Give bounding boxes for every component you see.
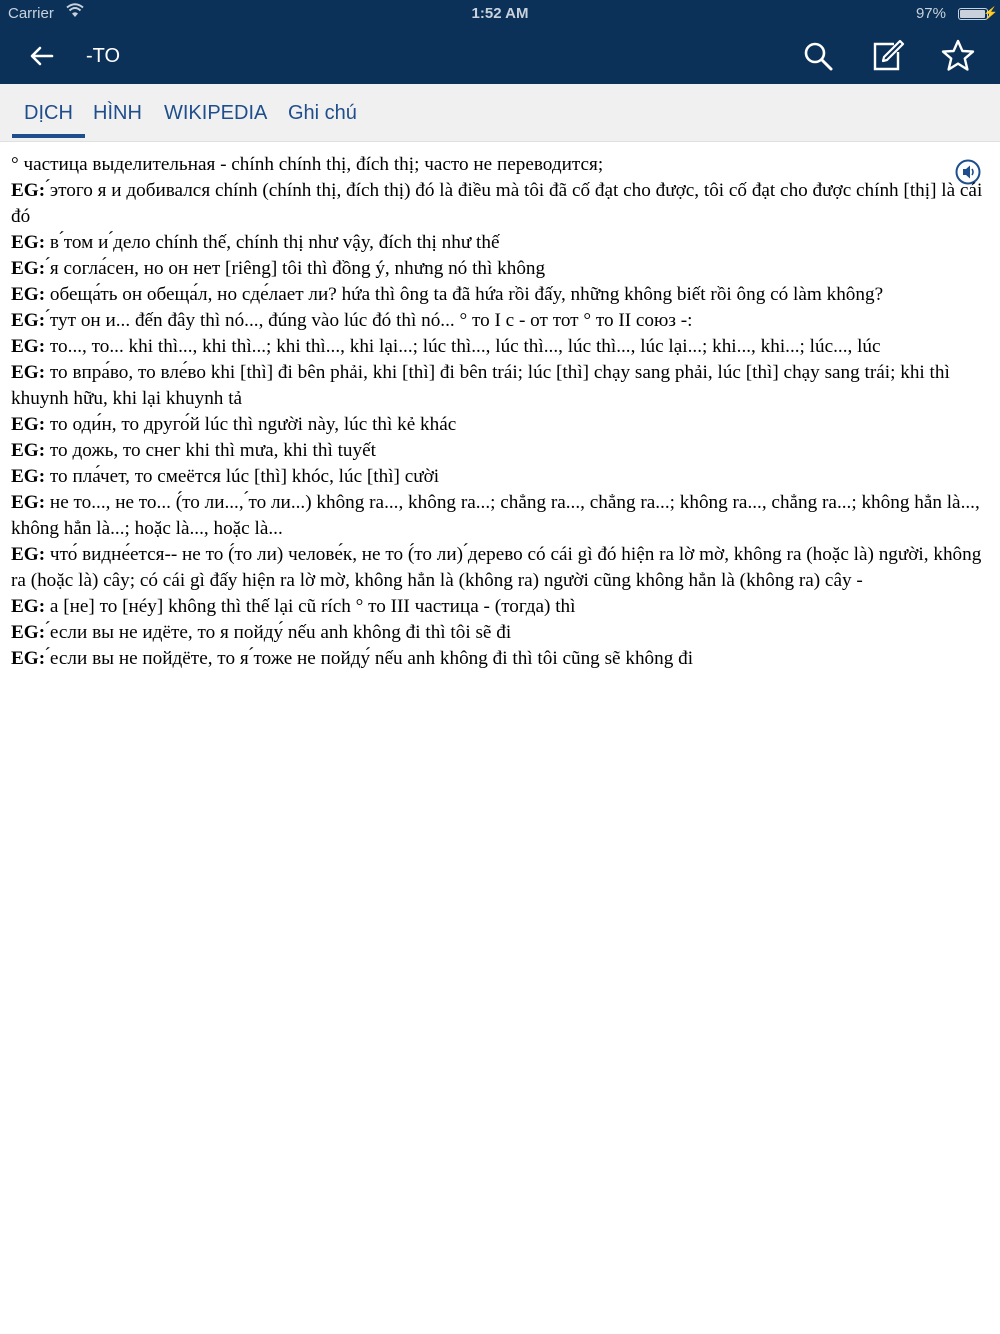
example-line xyxy=(11,542,986,594)
example-text: ́если вы не идёте, то я пойду́ nếu anh không đi thì tôi sẽ đi xyxy=(49,622,512,643)
example-text: что́ видне́ется-- не то (́то ли) челове́к, не то (́то ли) ́дерево có cái gì đó hiện ra lờ mờ, không ra (hoặc là) người, không ra (hoặc là) cây; có cái gì đấy hiện ra lờ mờ, không hẳn là (không ra) người cũng không hẳn là (không ra) cây - xyxy=(11,544,982,591)
example-line xyxy=(11,256,986,282)
example-line xyxy=(11,360,986,412)
example-prefix: EG: xyxy=(11,180,46,201)
battery-percent: 97% xyxy=(915,5,946,22)
example-text: в ́том и ́дело chính thế, chính thị như vậy, đích thị như thế xyxy=(49,232,500,253)
translation-content xyxy=(11,152,986,672)
example-prefix: EG: xyxy=(11,284,46,305)
edit-icon[interactable] xyxy=(870,38,906,74)
charging-bolt-icon: ⚡ xyxy=(983,6,998,20)
example-text: ́этого я и добивался chính (chính thị, đích thị) đó là điều mà tôi đã cố đạt cho được, tôi cố đạt cho được chính [thị] là cái đó xyxy=(11,180,983,227)
example-prefix: EG: xyxy=(11,544,46,565)
example-text: обеща́ть он обеща́л, но сде́лает ли? hứa thì ông ta đã hứa rồi đấy, những không biết rồi ông có làm không? xyxy=(49,284,884,305)
example-prefix: EG: xyxy=(11,258,46,279)
example-line xyxy=(11,334,986,360)
example-text: ́тут он и... đến đây thì nó..., đúng vào lúc đó thì nó... ° то I с - от тот ° то II союз -: xyxy=(49,310,693,331)
example-prefix: EG: xyxy=(11,310,46,331)
example-prefix: EG: xyxy=(11,492,46,513)
status-time: 1:52 AM xyxy=(471,5,529,22)
example-line xyxy=(11,490,986,542)
example-line xyxy=(11,230,986,256)
example-text: ́если вы не пойдёте, то я ́тоже не пойду́ nếu anh không đi thì tôi cũng sẽ không đi xyxy=(49,648,694,669)
example-prefix: EG: xyxy=(11,440,46,461)
tab-dich[interactable]: DỊCH xyxy=(24,102,73,124)
example-prefix: EG: xyxy=(11,622,46,643)
tab-bar xyxy=(0,84,1000,142)
example-text: ́я согла́сен, но он нет [riêng] tôi thì đồng ý, nhưng nó thì không xyxy=(49,258,546,279)
tab-hinh[interactable]: HÌNH xyxy=(93,102,142,124)
example-line xyxy=(11,620,986,646)
definition-text: ° частица выделительная - chính chính thị, đích thị; часто не переводится; xyxy=(11,154,604,175)
carrier-label: Carrier xyxy=(8,5,54,22)
star-icon[interactable] xyxy=(940,38,976,74)
example-line xyxy=(11,438,986,464)
search-icon[interactable] xyxy=(800,38,836,74)
tab-wikipedia[interactable]: WIKIPEDIA xyxy=(164,102,268,124)
example-text: не то..., не то... (́то ли..., ́то ли...) không ra..., không ra...; chẳng ra..., chẳng ra...; không ra..., chẳng ra...; không hẳn là..., không hẳn là...; hoặc là..., hoặc là... xyxy=(11,492,980,539)
page-title: -TO xyxy=(86,45,121,67)
example-line xyxy=(11,282,986,308)
example-line xyxy=(11,594,986,620)
example-line xyxy=(11,646,986,672)
nav-bar xyxy=(0,28,1000,84)
example-text: то дожь, то снег khi thì mưa, khi thì tuyết xyxy=(49,440,376,461)
example-line xyxy=(11,178,986,230)
example-line xyxy=(11,412,986,438)
example-text: а [не] то [нéу] không thì thế lại cũ rích ° то III частица - (тогда) thì xyxy=(49,596,576,617)
example-prefix: EG: xyxy=(11,648,46,669)
status-bar xyxy=(0,0,1000,28)
example-prefix: EG: xyxy=(11,232,46,253)
example-text: то пла́чет, то смеётся lúc [thì] khóc, lúc [thì] cười xyxy=(49,466,440,487)
tab-ghi-chu[interactable]: Ghi chú xyxy=(288,102,357,124)
definition-line xyxy=(11,152,986,178)
example-text: то оди́н, то друго́й lúc thì người này, lúc thì kẻ khác xyxy=(49,414,457,435)
example-prefix: EG: xyxy=(11,336,46,357)
back-arrow-icon[interactable] xyxy=(26,40,58,72)
example-prefix: EG: xyxy=(11,414,46,435)
example-line xyxy=(11,464,986,490)
example-prefix: EG: xyxy=(11,596,46,617)
example-line xyxy=(11,308,986,334)
example-text: то..., то... khi thì..., khi thì...; khi thì..., khi lại...; lúc thì..., lúc thì..., lúc thì..., lúc lại...; khi..., khi...; lúc..., lúc xyxy=(49,336,881,357)
example-prefix: EG: xyxy=(11,362,46,383)
example-prefix: EG: xyxy=(11,466,46,487)
example-text: то впра́во, то вле́во khi [thì] đi bên phải, khi [thì] đi bên trái; lúc [thì] chạy sang phải, lúc [thì] chạy sang trái; khi thì khuynh hữu, khi lại khuynh tả xyxy=(11,362,950,409)
